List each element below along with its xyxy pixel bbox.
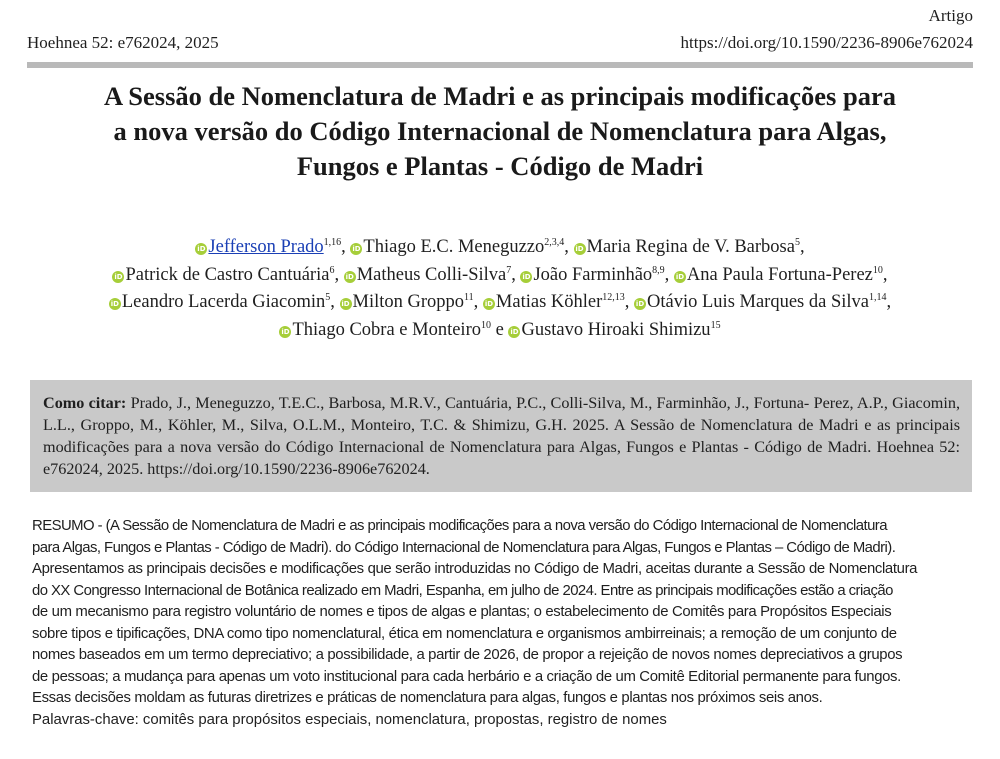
citation-box: [30, 380, 972, 492]
keywords-line: Palavras-chave: comitês para propósitos especiais, nomenclatura, propostas, registro de nomes: [32, 711, 667, 728]
citation-text-line: Perez, A.P., Giacomin, L.L., Groppo, M., Köhler, M., Silva, O.L.M., Monteiro, T.C. & Shimizu, G.H. 2025. A Sessão de: [43, 394, 961, 434]
author-name: Ana Paula Fortuna-Perez: [686, 264, 873, 285]
author-name: Gustavo Hiroaki Shimizu: [521, 319, 711, 340]
separator: ,: [334, 264, 344, 285]
author-line: [20, 262, 980, 290]
separator: ,: [330, 292, 340, 312]
author-name: Leandro Lacerda Giacomin: [121, 292, 326, 312]
author-jefferson-prado: [195, 237, 341, 257]
author-milton-groppo: [340, 292, 474, 312]
author-thiago-meneguzzo: [350, 237, 564, 257]
author-leandro-giacomin: [109, 292, 330, 312]
citation-label: Como citar:: [43, 394, 127, 412]
orcid-icon[interactable]: iD: [675, 272, 685, 281]
separator: ,: [511, 264, 521, 285]
separator: ,: [799, 237, 805, 257]
orcid-icon[interactable]: iD: [345, 272, 354, 281]
separator: e: [491, 319, 509, 340]
affiliation-superscript: 12,13: [602, 292, 625, 303]
author-name: Milton Groppo: [352, 292, 465, 312]
affiliation-superscript: 2,3,4: [544, 237, 565, 248]
header-divider: [27, 62, 973, 68]
affiliation-superscript: 1,16: [323, 237, 342, 248]
separator: ,: [564, 237, 574, 257]
abstract: [32, 516, 978, 731]
separator: ,: [341, 237, 351, 257]
author-name: Maria Regina de V. Barbosa: [586, 237, 795, 257]
author-name: Thiago E.C. Meneguzzo: [363, 237, 545, 257]
author-name: Thiago Cobra e Monteiro: [292, 319, 481, 340]
affiliation-superscript: 1,14: [869, 292, 887, 303]
author-maria-barbosa: [574, 237, 800, 257]
title-line: Fungos e Plantas - Código de Madri: [296, 151, 704, 181]
article-type-label: Artigo: [928, 6, 973, 25]
author-name: Matias Köhler: [495, 292, 603, 312]
author-otavio-silva: [634, 292, 886, 312]
citation-text-line: Prado, J., Meneguzzo, T.E.C., Barbosa, M.R.V., Cantuária, P.C., Colli-Silva, M., Farminhão, J., Fortuna-: [130, 394, 810, 412]
journal-reference: Hoehnea 52: e762024, 2025: [27, 33, 219, 52]
orcid-icon[interactable]: iD: [352, 245, 361, 253]
title-line: a nova versão do Código Internacional de Nomenclatura para Algas,: [113, 116, 887, 146]
affiliation-superscript: 15: [710, 319, 721, 331]
affiliation-superscript: 10: [872, 264, 883, 276]
orcid-icon[interactable]: iD: [635, 300, 645, 308]
abstract-line: de um mecanismo para registro voluntário de nomes e tipos de algas e plantas; o estabelecimento de Comitês para Propósitos Especiais: [32, 604, 892, 620]
affiliation-superscript: 10: [481, 319, 491, 331]
author-gustavo-shimizu: [508, 320, 720, 340]
abstract-line: do XX Congresso Internacional de Botânica realizado em Madri, Espanha, em julho de 2024. Entre as principais modificações estão a criação: [32, 582, 893, 599]
abstract-line: de pessoas; a mudança para apenas um voto institucional para cada herbário e a criação de um Comitê Editorial permanente para fungos.: [32, 668, 901, 685]
abstract-line: para Algas, Fungos e Plantas - Código de Madri). do Código Internacional de Nomenclatura para Algas, Fungos e Plantas – Código de Madri).: [32, 539, 896, 556]
separator: ,: [664, 264, 674, 285]
abstract-line: RESUMO - (A Sessão de Nomenclatura de Madri e as principais modificações para a nova versão do Código Internacional de Nomenclatura: [32, 518, 887, 534]
author-name: Matheus Colli-Silva: [356, 264, 507, 285]
orcid-icon[interactable]: iD: [522, 272, 531, 281]
author-patrick-cantuaria: [112, 265, 334, 285]
abstract-line: nomes baseados em um termo depreciativo; a possibilidade, a partir de 2026, de propor a rejeição de novos nomes depreciativos a grupos: [32, 647, 903, 663]
affiliation-superscript: 7: [506, 264, 512, 276]
separator: ,: [886, 292, 892, 312]
author-thiago-monteiro: [279, 320, 491, 340]
orcid-icon[interactable]: iD: [197, 245, 206, 253]
author-name: João Farminhão: [533, 264, 653, 285]
doi-link[interactable]: https://doi.org/10.1590/2236-8906e762024: [680, 33, 973, 52]
orcid-icon[interactable]: iD: [484, 300, 494, 308]
orcid-icon[interactable]: iD: [510, 327, 519, 336]
author-name-link[interactable]: Jefferson Prado: [208, 237, 324, 257]
author-name: Patrick de Castro Cantuária: [125, 264, 330, 285]
author-name: Otávio Luis Marques da Silva: [647, 292, 869, 312]
citation-text-line: Nomenclatura de Madri e as principais modificações para a nova versão do Código Internacional de Nomenclatura para: [43, 416, 961, 456]
article-title: [30, 79, 970, 184]
author-matias-kohler: [483, 292, 625, 312]
citation-text-line: Algas, Fungos e Plantas - Código de Madri. Hoehnea 52: e762024, 2025. https://doi.org/10.1590/2236-8906e762024.: [43, 438, 960, 478]
orcid-icon[interactable]: iD: [114, 272, 123, 281]
separator: ,: [882, 264, 888, 285]
abstract-line: sobre tipos e tipificações, DNA como tipo nomenclatural, ética em nomenclatura e organismos ambirreinais; a remoção de um conjunto de: [32, 625, 897, 642]
author-line: [20, 234, 980, 262]
abstract-line: Essas decisões moldam as futuras diretrizes e práticas de nomenclatura para algas, fungos e plantas nos próximos seis anos.: [32, 690, 823, 706]
author-line: [20, 289, 980, 317]
orcid-icon[interactable]: iD: [110, 300, 119, 308]
orcid-icon[interactable]: iD: [281, 327, 290, 336]
separator: ,: [624, 292, 635, 312]
author-joao-farminhao: [520, 265, 664, 285]
author-ana-fortuna-perez: [674, 265, 883, 285]
separator: ,: [473, 292, 483, 312]
orcid-icon[interactable]: iD: [575, 245, 584, 253]
author-list: [20, 234, 980, 344]
orcid-icon[interactable]: iD: [341, 300, 350, 308]
author-matheus-colli-silva: [344, 265, 512, 285]
affiliation-superscript: 5: [794, 237, 800, 248]
affiliation-superscript: 5: [325, 292, 331, 303]
affiliation-superscript: 11: [464, 292, 474, 303]
abstract-line: Apresentamos as principais decisões e modificações que serão introduzidas no Código de Madri, aceitas durante a Sessão de Nomenclatura: [32, 561, 918, 577]
affiliation-superscript: 6: [329, 264, 335, 276]
affiliation-superscript: 8,9: [652, 264, 665, 276]
author-line: [20, 317, 980, 345]
title-line: A Sessão de Nomenclatura de Madri e as principais modificações para: [103, 81, 896, 111]
